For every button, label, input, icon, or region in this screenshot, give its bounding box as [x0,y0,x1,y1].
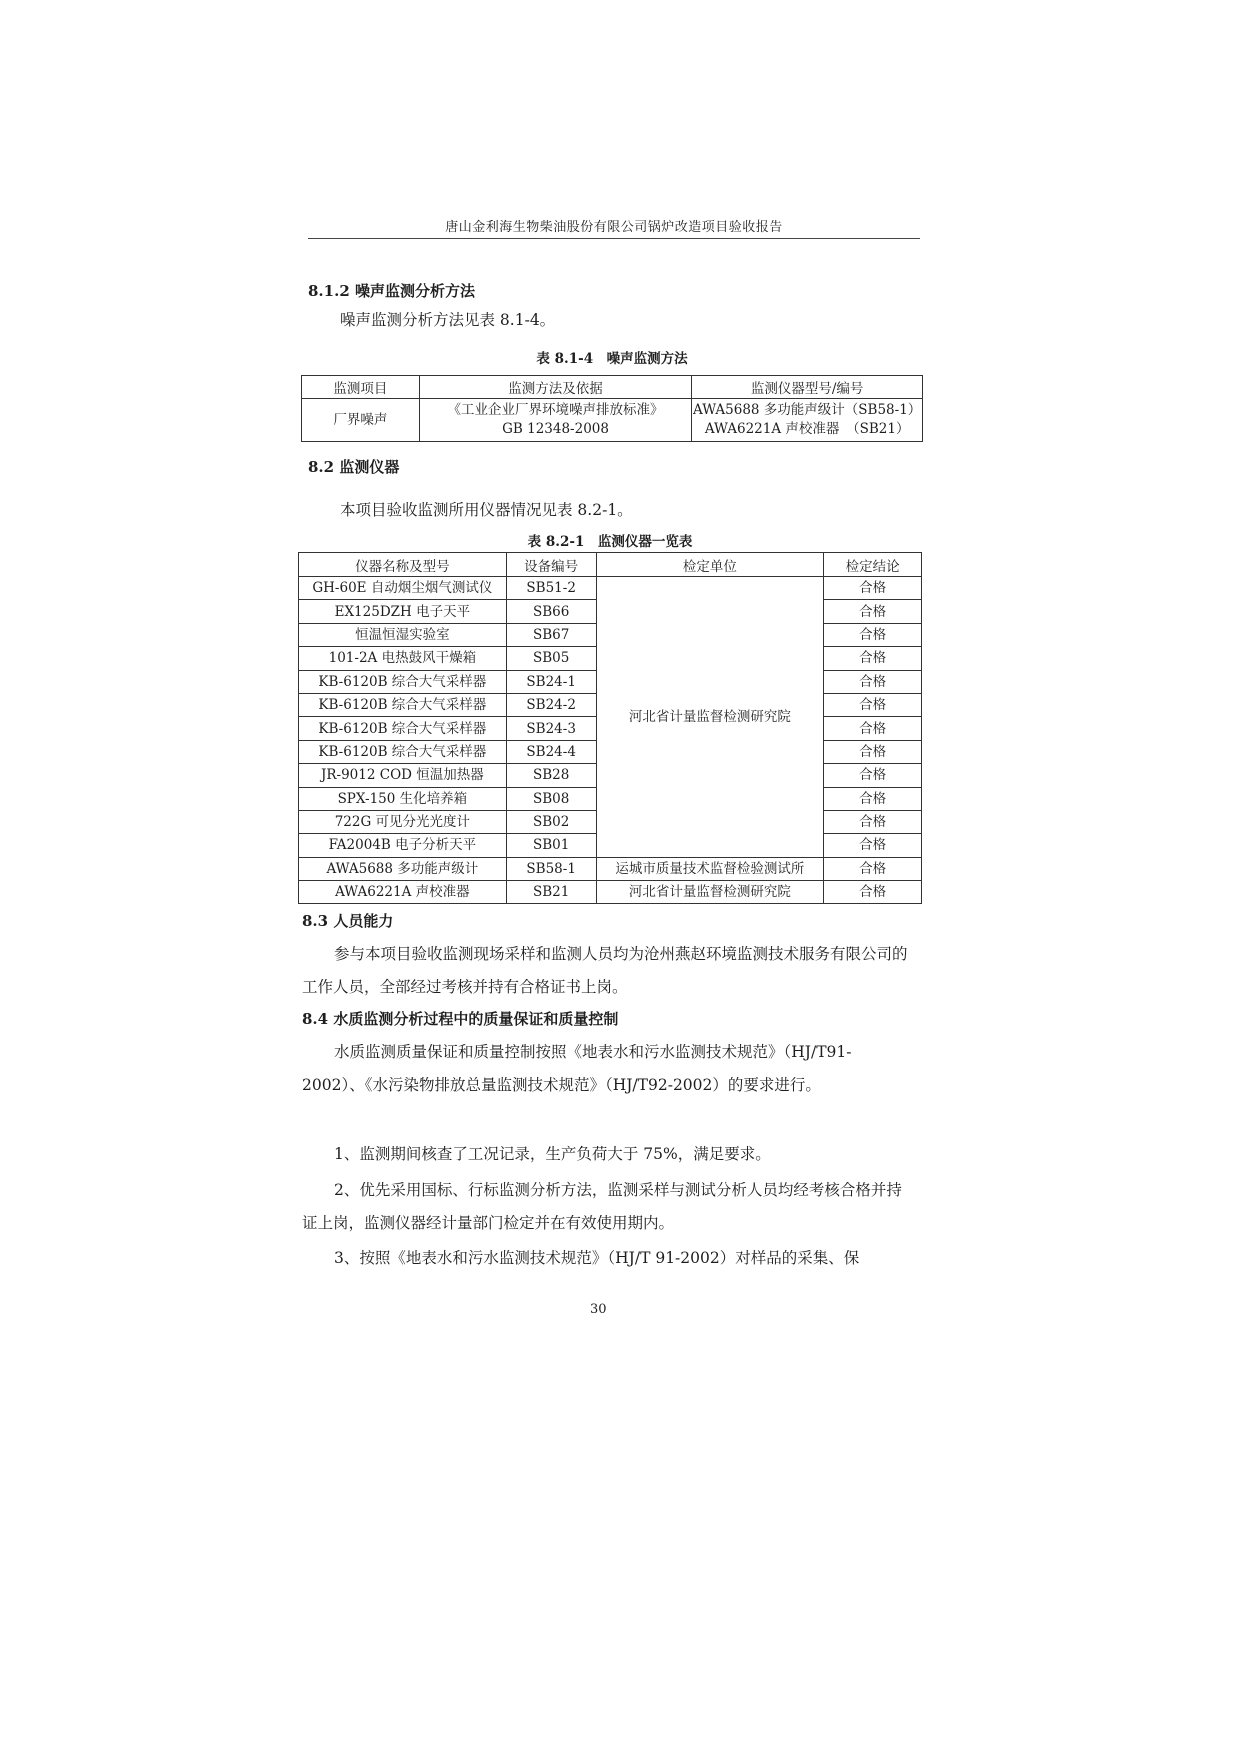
calibration-result: 合格 [824,717,922,740]
section-8-4-paragraph: 水质监测质量保证和质量控制按照《地表水和污水监测技术规范》（HJ/T91-2002）、《水污染物排放总量监测技术规范》（HJ/T92-2002）的要求进行。 [302,1043,852,1094]
instrument-name: GH-60E 自动烟尘烟气测试仪 [299,577,507,600]
method-line: 《工业企业厂界环境噪声排放标准》 [447,402,664,418]
calibration-result: 合格 [824,810,922,833]
equipment-id: SB02 [506,810,596,833]
section-8-3-paragraph: 参与本项目验收监测现场采样和监测人员均为沧州燕赵环境监测技术服务有限公司的工作人员，全部经过考核并持有合格证书上岗。 [302,945,908,996]
calibration-result: 合格 [824,787,922,810]
table-8-2-1-caption: 表 8.2-1 监测仪器一览表 [527,534,693,550]
column-header: 检定单位 [596,553,824,577]
table-8-1-4-caption: 表 8.1-4 噪声监测方法 [536,351,688,367]
equipment-id: SB21 [506,881,596,904]
instrument-name: EX125DZH 电子天平 [299,600,507,623]
calibration-result: 合格 [824,857,922,880]
equipment-id: SB24-3 [506,717,596,740]
section-8-4-item-3: 3、按照《地表水和污水监测技术规范》（HJ/T 91-2002）对样品的采集、保 [334,1249,860,1267]
section-8-2-intro: 本项目验收监测所用仪器情况见表 8.2-1。 [340,501,633,519]
monitoring-item: 厂界噪声 [302,399,420,442]
section-8-3-heading: 8.3 人员能力 [302,912,394,930]
equipment-id: SB01 [506,834,596,857]
instrument-table [298,552,922,904]
section-8-4-item-2: 2、优先采用国标、行标监测分析方法，监测采样与测试分析人员均经考核合格并持证上岗，监测仪器经计量部门检定并在有效使用期内。 [302,1181,902,1232]
column-header: 检定结论 [824,553,922,577]
calibration-result: 合格 [824,881,922,904]
table-row [299,857,922,880]
section-8-4-heading: 8.4 水质监测分析过程中的质量保证和质量控制 [302,1010,619,1028]
column-header: 设备编号 [506,553,596,577]
instrument-name: AWA6221A 声校准器 [299,881,507,904]
instrument-name: KB-6120B 综合大气采样器 [299,740,507,763]
equipment-id: SB05 [506,647,596,670]
running-header: 唐山金利海生物柴油股份有限公司锅炉改造项目验收报告 [445,220,783,235]
table-row [299,881,922,904]
section-8-2-heading: 8.2 监测仪器 [308,458,400,476]
instrument-name: JR-9012 COD 恒温加热器 [299,764,507,787]
instrument-line: AWA5688 多功能声级计（SB58-1） [693,402,922,418]
instrument-name: 恒温恒湿实验室 [299,623,507,646]
calibration-result: 合格 [824,600,922,623]
monitoring-instrument [692,399,923,442]
method-line: GB 12348-2008 [502,421,609,437]
calibration-result: 合格 [824,577,922,600]
instrument-name: KB-6120B 综合大气采样器 [299,693,507,716]
calibration-result: 合格 [824,834,922,857]
calibration-result: 合格 [824,764,922,787]
column-header: 仪器名称及型号 [299,553,507,577]
table-row [302,399,923,442]
header-rule [308,238,920,239]
instrument-name: FA2004B 电子分析天平 [299,834,507,857]
calibration-result: 合格 [824,623,922,646]
calibration-result: 合格 [824,647,922,670]
equipment-id: SB51-2 [506,577,596,600]
equipment-id: SB66 [506,600,596,623]
table-header-row [302,376,923,399]
equipment-id: SB28 [506,764,596,787]
table-row [299,577,922,600]
column-header: 监测方法及依据 [419,376,692,399]
instrument-name: SPX-150 生化培养箱 [299,787,507,810]
table-header-row [299,553,922,577]
calibration-unit: 河北省计量监督检测研究院 [596,577,824,858]
equipment-id: SB67 [506,623,596,646]
calibration-result: 合格 [824,693,922,716]
section-8-1-2-heading: 8.1.2 噪声监测分析方法 [308,282,475,300]
instrument-name: KB-6120B 综合大气采样器 [299,717,507,740]
instrument-name: AWA5688 多功能声级计 [299,857,507,880]
page-number: 30 [590,1302,607,1317]
column-header: 监测项目 [302,376,420,399]
instrument-name: KB-6120B 综合大气采样器 [299,670,507,693]
calibration-result: 合格 [824,740,922,763]
equipment-id: SB08 [506,787,596,810]
calibration-unit: 运城市质量技术监督检验测试所 [596,857,824,880]
monitoring-method [419,399,692,442]
section-8-1-2-intro: 噪声监测分析方法见表 8.1-4。 [340,311,556,329]
column-header: 监测仪器型号/编号 [692,376,923,399]
calibration-unit: 河北省计量监督检测研究院 [596,881,824,904]
calibration-result: 合格 [824,670,922,693]
equipment-id: SB58-1 [506,857,596,880]
instrument-name: 101-2A 电热鼓风干燥箱 [299,647,507,670]
equipment-id: SB24-4 [506,740,596,763]
equipment-id: SB24-1 [506,670,596,693]
instrument-name: 722G 可见分光光度计 [299,810,507,833]
instrument-line: AWA6221A 声校准器 （SB21） [704,421,910,437]
noise-method-table [301,375,923,442]
section-8-4-item-1: 1、监测期间核查了工况记录，生产负荷大于 75%，满足要求。 [334,1145,771,1163]
equipment-id: SB24-2 [506,693,596,716]
